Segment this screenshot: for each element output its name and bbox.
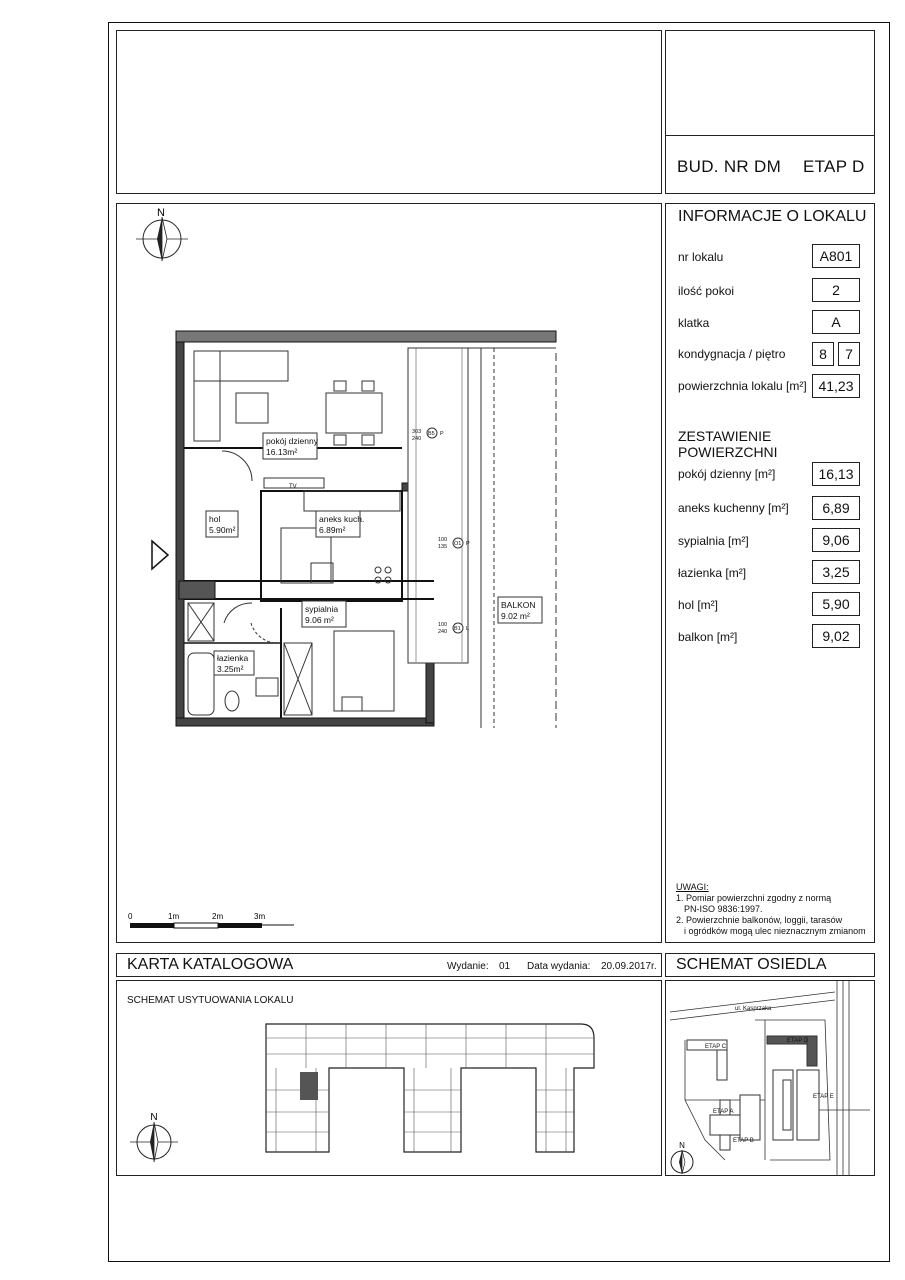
info-title: INFORMACJE O LOKALU (678, 208, 867, 225)
window-code: O1 (454, 541, 462, 547)
stage-label: ETAP D (803, 157, 865, 176)
room-area-kitchen: 6.89m² (319, 525, 346, 535)
area-value-living: 16,13 (812, 462, 860, 486)
room-name-bathroom: łazienka (217, 653, 249, 663)
estate-header (665, 953, 875, 977)
scale-label: 1m (168, 912, 180, 921)
stage-label-c: ETAP C (705, 1044, 727, 1050)
scale-label: 2m (212, 912, 224, 921)
window-dim-top: 100 (438, 537, 448, 543)
room-area-bathroom: 3.25m² (217, 664, 244, 674)
notes (676, 882, 866, 937)
window-side: P (466, 541, 470, 547)
note-line: 2. Powierzchnie balkonów, loggii, tarasów (676, 915, 843, 925)
info-label-total-area: powierzchnia lokalu [m²] (678, 379, 807, 393)
room-area-hall: 5.90m² (209, 525, 236, 535)
info-label-floor: kondygnacja / piętro (678, 347, 786, 361)
entrance-arrow-icon (152, 541, 168, 569)
notes-title: UWAGI: (676, 882, 709, 892)
north-arrow-icon (130, 1112, 178, 1162)
note-line: 1. Pomiar powierzchni zgodny z normą (676, 893, 832, 903)
room-area-bedroom: 9.06 m² (305, 615, 334, 625)
info-value-total-area: 41,23 (812, 374, 860, 398)
scale-label: 0 (128, 912, 133, 921)
edition-value: 01 (499, 961, 511, 972)
area-label-bedroom: sypialnia [m²] (678, 534, 749, 548)
street-label: ul. Kasprzaka (735, 1006, 772, 1012)
area-label-bathroom: łazienka [m²] (678, 566, 747, 580)
north-arrow-icon (671, 1141, 693, 1174)
room-name-living: pokój dzienny (266, 436, 318, 446)
window-side: L (466, 626, 470, 632)
area-value-kitchen: 6,89 (812, 496, 860, 520)
top-blank-panel (116, 30, 662, 194)
info-value-staircase: A (812, 310, 860, 334)
date-label: Data wydania: (527, 961, 591, 972)
info-value-floor: 7 (838, 342, 860, 366)
area-label-balcony: balkon [m²] (678, 630, 738, 644)
area-value-hall: 5,90 (812, 592, 860, 616)
tv-label: TV (289, 484, 297, 490)
stage-label-a: ETAP A (713, 1109, 734, 1115)
date-value: 20.09.2017r. (601, 961, 657, 972)
area-label-living: pokój dzienny [m²] (678, 467, 776, 481)
location-schema-title: SCHEMAT USYTUOWANIA LOKALU (127, 995, 294, 1006)
catalog-header (116, 953, 662, 977)
note-line: PN-ISO 9836:1997. (684, 904, 763, 914)
floor-plan-drawing (116, 203, 662, 943)
areas-title: ZESTAWIENIE POWIERZCHNI (678, 428, 778, 460)
window-dim-top: 303 (412, 429, 422, 435)
note-line: i ogródków mogą ulec nieznacznym zmianom (684, 926, 866, 936)
window-code: B5 (428, 431, 435, 437)
scale-bar (128, 912, 294, 928)
building-schema (116, 980, 662, 1176)
building-number: BUD. NR DM (677, 157, 782, 176)
svg-text:N: N (150, 1112, 158, 1123)
room-name-balcony: BALKON (501, 600, 536, 610)
room-area-living: 16.13m² (266, 447, 298, 457)
area-value-bathroom: 3,25 (812, 560, 860, 584)
window-dim-bottom: 240 (438, 629, 448, 635)
north-arrow-icon (136, 207, 188, 261)
window-side: P (440, 431, 444, 437)
info-panel (665, 203, 875, 943)
highlighted-unit (300, 1072, 318, 1100)
info-value-storey: 8 (812, 342, 834, 366)
window-dim-bottom: 135 (438, 544, 448, 550)
north-label: N (157, 207, 165, 219)
edition-label: Wydanie: (447, 961, 489, 972)
area-value-bedroom: 9,06 (812, 528, 860, 552)
estate-title: SCHEMAT OSIEDLA (676, 956, 827, 973)
info-value-rooms: 2 (812, 278, 860, 302)
info-label-rooms: ilość pokoi (678, 284, 735, 298)
svg-text:N: N (679, 1141, 685, 1150)
header-panel (665, 30, 875, 194)
info-value-unit-number: A801 (812, 244, 860, 268)
window-code: B1 (454, 626, 461, 632)
window-dim-top: 100 (438, 622, 448, 628)
room-name-hall: hol (209, 514, 221, 524)
area-value-balcony: 9,02 (812, 624, 860, 648)
estate-map (665, 980, 875, 1176)
catalog-title: KARTA KATALOGOWA (127, 956, 294, 973)
area-label-kitchen: aneks kuchenny [m²] (678, 501, 789, 515)
area-label-hall: hol [m²] (678, 598, 719, 612)
stage-label-e: ETAP E (813, 1094, 834, 1100)
scale-label: 3m (254, 912, 266, 921)
room-name-bedroom: sypialnia (305, 604, 339, 614)
room-name-kitchen: aneks kuch. (319, 514, 365, 524)
room-area-balcony: 9.02 m² (501, 611, 530, 621)
stage-label-b: ETAP B (733, 1138, 754, 1144)
window-dim-bottom: 240 (412, 436, 422, 442)
info-label-unit-number: nr lokalu (678, 250, 724, 264)
stage-label-d: ETAP D (787, 1038, 809, 1044)
info-label-staircase: klatka (678, 316, 710, 330)
